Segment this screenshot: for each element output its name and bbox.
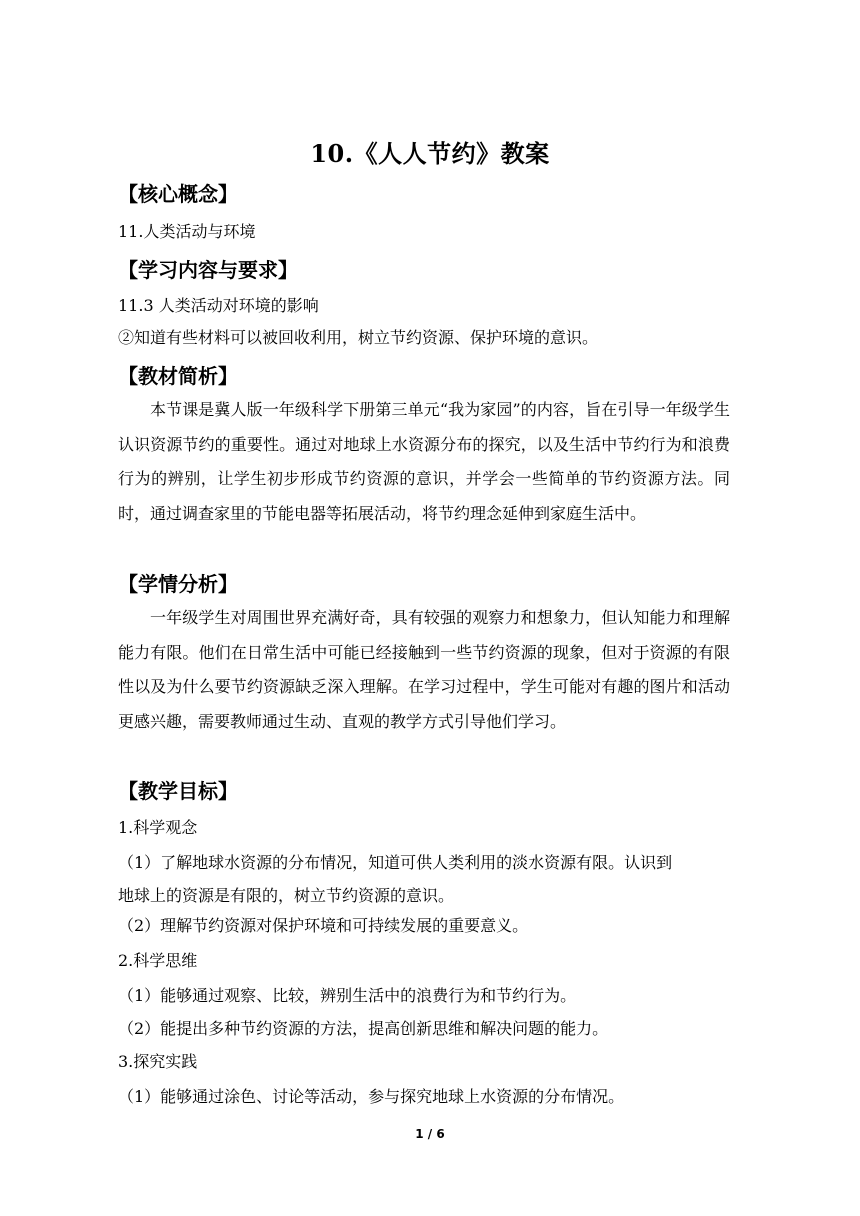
goal-subheading-1: 1.科学观念 [118, 818, 198, 837]
page-number: 1 / 6 [415, 1127, 445, 1141]
goal-item-3a: （1）能够通过涂色、讨论等活动，参与探究地球上水资源的分布情况。 [118, 1087, 625, 1106]
goal-subheading-2: 2.科学思维 [118, 951, 198, 970]
section-heading-textbook-analysis: 【教材简析】 [118, 364, 238, 388]
student-analysis-paragraph: 一年级学生对周围世界充满好奇，具有较强的观察力和想象力，但认知能力和理解能力有限。他们在日常生活中可能已经接触到一些节约资源的现象，但对于资源的有限性以及为什么要节约资源缺乏深入理解。在学习过程中，学生可能对有趣的图片和活动更感兴趣，需要教师通过生动、直观的教学方式引导他们学习。 [118, 608, 730, 731]
content-requirement-line-1: 11.3 人类活动对环境的影响 [118, 296, 319, 315]
content-requirement-line-2: ②知道有些材料可以被回收利用，树立节约资源、保护环境的意识。 [118, 328, 599, 347]
goal-item-2b: （2）能提出多种节约资源的方法，提高创新思维和解决问题的能力。 [118, 1019, 609, 1038]
section-heading-content-requirements: 【学习内容与要求】 [118, 258, 298, 282]
goal-item-1a-line-1: （1）了解地球水资源的分布情况，知道可供人类利用的淡水资源有限。认识到 [118, 853, 673, 872]
goal-item-2a: （1）能够通过观察、比较，辨别生活中的浪费行为和节约行为。 [118, 986, 577, 1005]
section-heading-student-analysis: 【学情分析】 [118, 572, 238, 596]
goal-item-1a-line-2: 地球上的资源是有限的，树立节约资源的意识。 [118, 886, 455, 905]
goal-subheading-3: 3.探究实践 [118, 1052, 198, 1071]
section-heading-teaching-goals: 【教学目标】 [118, 779, 238, 803]
goal-item-1b: （2）理解节约资源对保护环境和可持续发展的重要意义。 [118, 916, 529, 935]
core-concept-text: 11.人类活动与环境 [118, 222, 256, 241]
page-title: 10.《人人节约》教案 [310, 139, 550, 168]
section-heading-core-concept: 【核心概念】 [118, 182, 238, 206]
textbook-analysis-paragraph: 本节课是冀人版一年级科学下册第三单元“我为家园”的内容，旨在引导一年级学生认识资源节约的重要性。通过对地球上水资源分布的探究，以及生活中节约行为和浪费行为的辨别，让学生初步形成节约资源的意识，并学会一些简单的节约资源方法。同时，通过调查家里的节能电器等拓展活动，将节约理念延伸到家庭生活中。 [118, 400, 730, 523]
